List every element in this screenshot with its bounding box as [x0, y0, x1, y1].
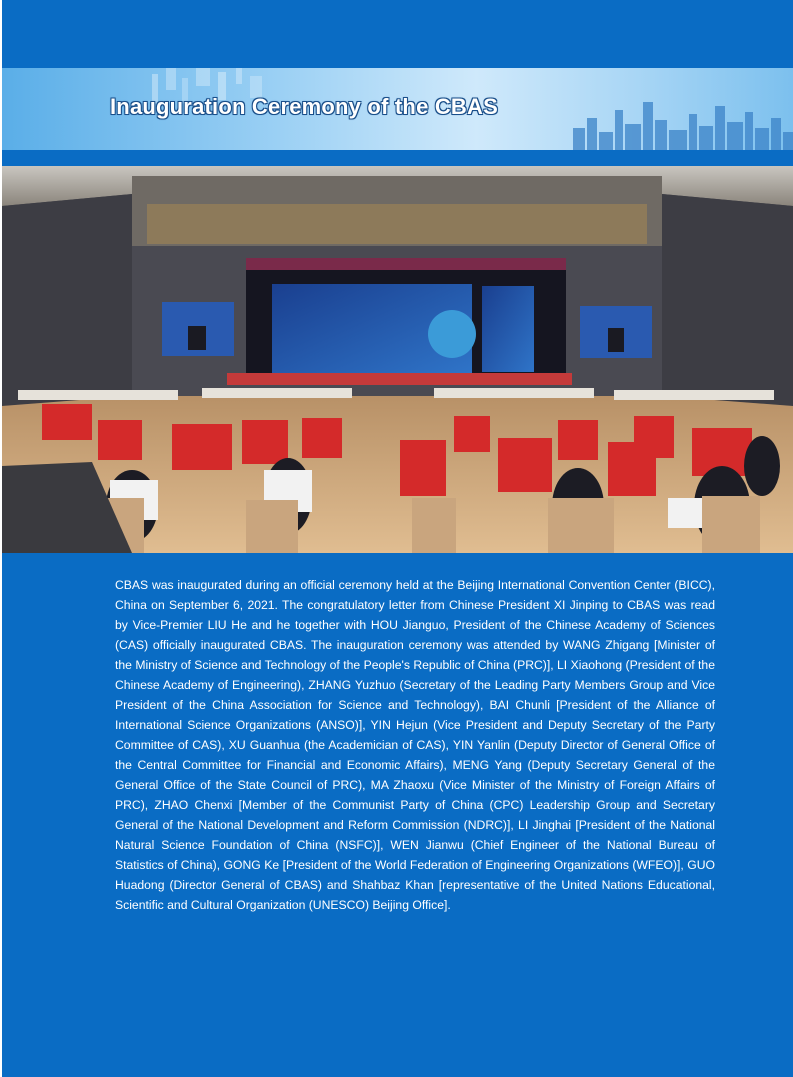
- page-title: Inauguration Ceremony of the CBAS: [110, 94, 498, 119]
- banner-divider: [2, 150, 793, 164]
- skyline-icon: [573, 94, 793, 154]
- article-paragraph: CBAS was inaugurated during an official ceremony held at the Beijing International Convention Center (BICC), China on September 6, 2021. The congratulatory letter from Chinese President XI Jinping to CBAS was read by Vice-Premier LIU He and he together with HOU Jianguo, President of the Chinese Academy of Sciences (CAS) officially inaugurated CBAS. The inauguration ceremony was attended by WANG Zhigang [Minister of the Ministry of Science and Technology of the People's Republic of China (PRC)], LI Xiaohong (President of the Chinese Academy of Engineering), ZHANG Yuzhuo (Secretary of the Leading Party Members Group and Vice President of the China Association for Science and Technology), BAI Chunli [President of the Alliance of International Science Organizations (ANSO)], YIN Hejun (Vice President and Deputy Secretary of the Party Committee of CAS), XU Guanhua (the Academician of CAS), YIN Yanlin (Deputy Director of General Office of the Central Committee for Financial and Economic Affairs), MENG Yang (Deputy Secretary General of the General Office of the State Council of PRC), MA Zhaoxu (Vice Minister of the Ministry of Foreign Affairs of PRC), ZHAO Chenxi [Member of the Communist Party of China (CPC) Leadership Group and Secretary General of the National Development and Reform Commission (NDRC)], LI Jinghai [President of the National Natural Science Foundation of China (NSFC)], WEN Jianwu (Chief Engineer of the National Bureau of Statistics of China), GONG Ke [President of the World Federation of Engineering Organizations (WFEO)], GUO Huadong (Director General of CBAS) and Shahbaz Khan [representative of the United Nations Educational, Scientific and Cultural Organization (UNESCO) Beijing Office].: [115, 578, 715, 912]
- header-banner: [2, 68, 793, 154]
- ceremony-photo: [2, 166, 793, 553]
